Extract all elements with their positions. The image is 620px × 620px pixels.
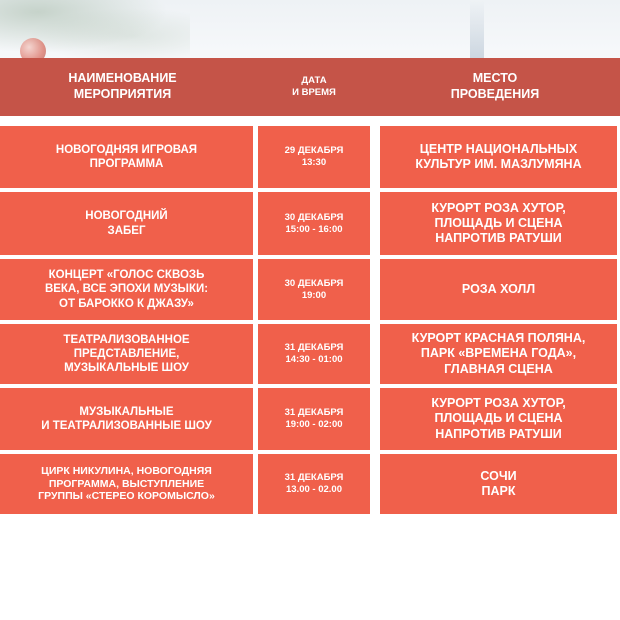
- event-name: НОВОГОДНИЙ ЗАБЕГ: [0, 192, 253, 255]
- table-row: [0, 388, 620, 450]
- blank-footer: [0, 514, 620, 620]
- event-name: ЦИРК НИКУЛИНА, НОВОГОДНЯЯ ПРОГРАММА, ВЫСТУПЛЕНИЕ ГРУППЫ «СТЕРЕО КОРОМЫСЛО»: [0, 454, 253, 514]
- event-datetime: 31 ДЕКАБРЯ 19:00 - 02:00: [258, 388, 370, 450]
- table-row: [0, 324, 620, 384]
- event-datetime: 29 ДЕКАБРЯ 13:30: [258, 126, 370, 188]
- table-header: [0, 58, 620, 116]
- event-venue: КУРОРТ РОЗА ХУТОР, ПЛОЩАДЬ И СЦЕНА НАПРОТИВ РАТУШИ: [380, 388, 617, 450]
- event-datetime: 30 ДЕКАБРЯ 15:00 - 16:00: [258, 192, 370, 255]
- event-name: КОНЦЕРТ «ГОЛОС СКВОЗЬ ВЕКА, ВСЕ ЭПОХИ МУЗЫКИ: ОТ БАРОККО К ДЖАЗУ»: [0, 259, 253, 320]
- tower-silhouette-decoration: [470, 0, 484, 60]
- event-datetime: 31 ДЕКАБРЯ 14:30 - 01:00: [258, 324, 370, 384]
- decorative-banner: [0, 0, 620, 60]
- table-row: [0, 454, 620, 514]
- event-name: МУЗЫКАЛЬНЫЕ И ТЕАТРАЛИЗОВАННЫЕ ШОУ: [0, 388, 253, 450]
- event-datetime: 30 ДЕКАБРЯ 19:00: [258, 259, 370, 320]
- table-row: [0, 126, 620, 188]
- event-venue: КУРОРТ РОЗА ХУТОР, ПЛОЩАДЬ И СЦЕНА НАПРОТИВ РАТУШИ: [380, 192, 617, 255]
- event-venue: РОЗА ХОЛЛ: [380, 259, 617, 320]
- event-venue: ЦЕНТР НАЦИОНАЛЬНЫХ КУЛЬТУР ИМ. МАЗЛУМЯНА: [380, 126, 617, 188]
- event-name: ТЕАТРАЛИЗОВАННОЕ ПРЕДСТАВЛЕНИЕ, МУЗЫКАЛЬНЫЕ ШОУ: [0, 324, 253, 384]
- table-row: [0, 192, 620, 255]
- header-event-name: НАИМЕНОВАНИЕ МЕРОПРИЯТИЯ: [68, 71, 177, 101]
- header-date-time: ДАТА И ВРЕМЯ: [292, 75, 336, 98]
- event-datetime: 31 ДЕКАБРЯ 13.00 - 02.00: [258, 454, 370, 514]
- header-venue: МЕСТО ПРОВЕДЕНИЯ: [450, 71, 540, 101]
- event-venue: КУРОРТ КРАСНАЯ ПОЛЯНА, ПАРК «ВРЕМЕНА ГОДА», ГЛАВНАЯ СЦЕНА: [380, 324, 617, 384]
- event-name: НОВОГОДНЯЯ ИГРОВАЯ ПРОГРАММА: [0, 126, 253, 188]
- table-row: [0, 259, 620, 320]
- event-venue: СОЧИ ПАРК: [380, 454, 617, 514]
